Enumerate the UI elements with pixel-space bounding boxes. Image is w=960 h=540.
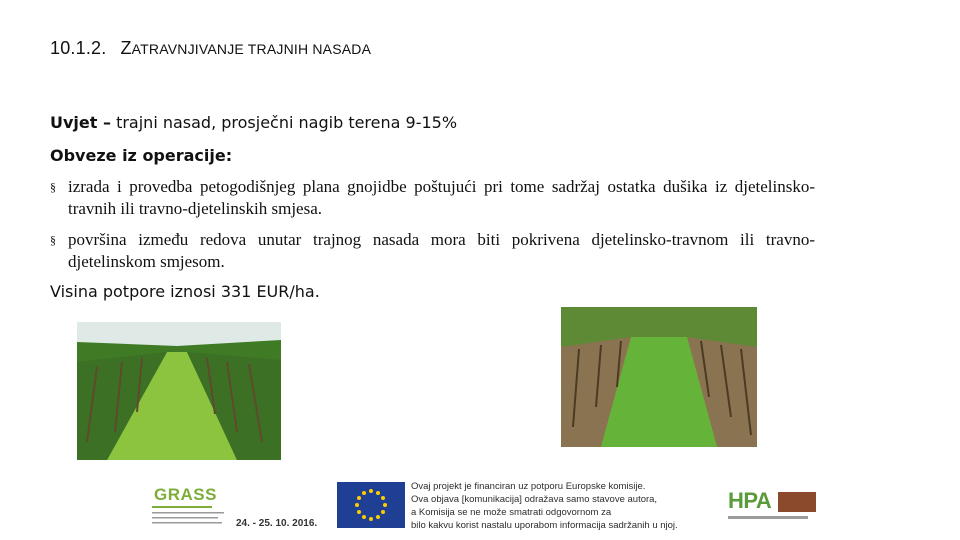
bullet-marker: §: [50, 180, 56, 194]
page-title: [50, 38, 371, 59]
condition-label: Uvjet –: [50, 113, 111, 132]
hpa-logo: [728, 488, 828, 532]
orchard-photo-left: [77, 322, 281, 460]
eu-disclaimer: [411, 480, 721, 532]
hpa-wordmark: HPA: [728, 488, 772, 513]
event-dates: 24. - 25. 10. 2016.: [236, 518, 318, 529]
eu-disclaimer-line: bilo kakvu korist nastalu uporabom informacija sadržanih u njoj.: [411, 520, 678, 531]
bullet-item: [50, 176, 815, 220]
eu-disclaimer-line: a Komisija se ne može smatrati odgovornom za: [411, 507, 612, 518]
eu-disclaimer-line: Ovaj projekt je financiran uz potporu Europske komisije.: [411, 481, 646, 492]
condition-text: trajni nasad, prosječni nagib terena 9-15%: [110, 113, 458, 132]
hpa-logo-block-icon: [778, 492, 816, 512]
grass-wordmark: GRASS: [154, 485, 217, 504]
eu-flag-icon: [337, 482, 405, 528]
obligations-title: Obveze iz operacije:: [50, 146, 233, 165]
bullet-text: površina između redova unutar trajnog nasada mora biti pokrivena djetelinsko-travnom ili travno-djetelinskom smjesom.: [68, 230, 815, 271]
title-rest: ATRAVNJIVANJE TRAJNIH NASADA: [131, 41, 372, 57]
grass-logo: [150, 482, 320, 532]
orchard-photo-right: [561, 307, 757, 447]
support-amount: Visina potpore iznosi 331 EUR/ha.: [50, 282, 320, 301]
hpa-logo-underline-icon: [728, 516, 808, 519]
section-number: 10.1.2.: [50, 38, 107, 58]
bullet-text: izrada i provedba petogodišnjeg plana gnojidbe poštujući pri tome sadržaj ostatka dušika iz djetelinsko-travnih ili travno-djetelinskih smjesa.: [68, 177, 815, 218]
bullet-item: [50, 229, 815, 273]
eu-disclaimer-line: Ova objava [komunikacija] odražava samo stavove autora,: [411, 494, 658, 505]
condition-line: [50, 113, 457, 132]
bullet-marker: §: [50, 233, 56, 247]
title-first-letter: Z: [120, 38, 132, 58]
grass-logo-lines-icon: [152, 506, 230, 528]
